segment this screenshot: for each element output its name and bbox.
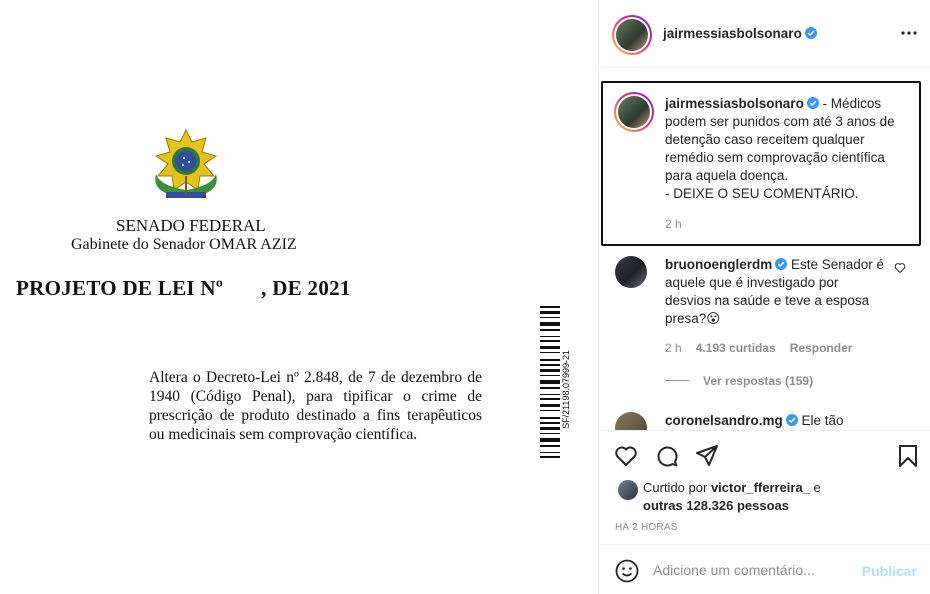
caption-username-link[interactable]: jairmessiasbolsonaro bbox=[665, 96, 804, 111]
barcode-bar bbox=[540, 311, 560, 314]
barcode-bar bbox=[540, 317, 560, 318]
barcode-bar bbox=[540, 329, 560, 331]
side-panel bbox=[598, 0, 930, 594]
like-heart-icon[interactable] bbox=[613, 443, 639, 469]
commenter-avatar[interactable] bbox=[615, 256, 647, 288]
barcode-bar bbox=[540, 340, 560, 342]
barcode-bar bbox=[540, 456, 560, 458]
document-organization: SENADO FEDERAL bbox=[116, 216, 266, 235]
comment-timestamp[interactable]: 2 h bbox=[665, 341, 682, 355]
barcode-bar bbox=[540, 427, 560, 430]
document-office: Gabinete do Senador OMAR AZIZ bbox=[71, 236, 297, 253]
surprised-emoji: 😮 bbox=[706, 311, 721, 326]
post-header bbox=[599, 0, 930, 68]
caption-call-to-action: - DEIXE O SEU COMENTÁRIO. bbox=[665, 186, 859, 201]
comment-meta bbox=[665, 341, 866, 355]
document-title-right: , DE 2021 bbox=[261, 276, 351, 300]
profile-photo bbox=[618, 96, 650, 128]
document-title bbox=[16, 276, 351, 301]
verified-badge-icon bbox=[805, 27, 817, 39]
verified-badge-icon bbox=[775, 258, 787, 270]
barcode-icon bbox=[540, 306, 560, 462]
share-paper-plane-icon[interactable] bbox=[694, 443, 720, 469]
comment bbox=[599, 412, 930, 430]
comment-body: Ele tão bbox=[797, 413, 844, 428]
post-actions bbox=[599, 430, 930, 544]
liked-by-avatar[interactable] bbox=[618, 480, 638, 500]
profile-photo bbox=[616, 19, 648, 51]
commenter-username-link[interactable]: bruonoenglerdm bbox=[665, 257, 773, 272]
barcode-bar bbox=[540, 336, 560, 337]
liked-by-text bbox=[643, 479, 913, 515]
liked-by-and: e bbox=[809, 480, 821, 495]
username: jairmessiasbolsonaro bbox=[663, 26, 802, 41]
publish-button[interactable]: Publicar bbox=[861, 563, 917, 579]
barcode-bar bbox=[540, 369, 560, 372]
emoji-smiley-icon[interactable] bbox=[615, 559, 639, 583]
coat-of-arms-icon bbox=[148, 128, 224, 202]
barcode-bar bbox=[540, 322, 560, 326]
verified-badge-icon bbox=[807, 97, 819, 109]
barcode-bar bbox=[540, 433, 560, 434]
liked-by-prefix: Curtido por bbox=[643, 480, 708, 495]
barcode-text: SF/21198.07999-21 bbox=[561, 350, 571, 429]
caption bbox=[601, 81, 921, 246]
barcode-bar bbox=[540, 445, 560, 447]
comment-bar bbox=[599, 544, 930, 594]
caption-text bbox=[665, 95, 911, 203]
comment-text bbox=[665, 256, 887, 328]
barcode-bar bbox=[540, 410, 560, 411]
barcode-bar bbox=[540, 359, 560, 361]
barcode-bar bbox=[540, 398, 560, 400]
barcode-bar bbox=[540, 422, 560, 424]
commenter-avatar[interactable] bbox=[615, 412, 647, 430]
caption-body: - Médicos podem ser punidos com até 3 anos de detenção caso receitem qualquer remédio sem comprovação científica para aquela doença. bbox=[665, 96, 895, 183]
verified-badge-icon bbox=[786, 414, 798, 426]
barcode-bar bbox=[540, 352, 560, 353]
commenter-username-link[interactable]: coronelsandro.mg bbox=[665, 413, 783, 428]
view-replies-button[interactable] bbox=[665, 374, 813, 388]
comment-text bbox=[665, 412, 887, 430]
liked-by-user-link[interactable]: victor_fferreira_ bbox=[710, 480, 810, 495]
reply-button[interactable]: Responder bbox=[789, 341, 853, 355]
header-username-link[interactable] bbox=[663, 25, 817, 43]
barcode-bar bbox=[540, 404, 560, 407]
comment-bubble-icon[interactable] bbox=[654, 443, 680, 469]
barcode-bar bbox=[540, 375, 560, 376]
barcode-bar bbox=[540, 387, 560, 389]
more-horizontal-icon[interactable] bbox=[899, 25, 919, 41]
barcode-bar bbox=[540, 364, 560, 366]
comment-likes[interactable]: 4.193 curtidas bbox=[695, 341, 776, 355]
save-bookmark-icon[interactable] bbox=[895, 443, 921, 469]
barcode-bar bbox=[540, 438, 560, 442]
caption-avatar[interactable] bbox=[614, 92, 654, 132]
post-timestamp[interactable]: HÁ 2 HORAS bbox=[615, 522, 678, 533]
barcode-bar bbox=[540, 306, 560, 308]
view-replies-label: Ver respostas (159) bbox=[703, 374, 814, 388]
document-title-left: PROJETO DE LEI Nº bbox=[16, 276, 224, 300]
barcode-bar bbox=[540, 346, 560, 349]
barcode-bar bbox=[540, 380, 560, 384]
barcode-bar bbox=[540, 417, 560, 419]
barcode-bar bbox=[540, 394, 560, 395]
header-avatar[interactable] bbox=[612, 15, 652, 55]
liked-by-others-link[interactable]: outras 128.326 pessoas bbox=[643, 498, 789, 513]
comment-input[interactable] bbox=[653, 558, 853, 582]
document-summary: Altera o Decreto-Lei nº 2.848, de 7 de dezembro de 1940 (Código Penal), para tipificar o crime de prescrição de produto destinado a fins terapêuticos ou medicinais sem comprovação científica. bbox=[149, 369, 482, 443]
barcode-bar bbox=[540, 452, 560, 453]
comment-body: Este Senador é aquele que é investigado por desvios na saúde e teve a esposa presa? bbox=[665, 257, 885, 326]
caption-timestamp[interactable]: 2 h bbox=[665, 217, 682, 231]
like-comment-heart-icon[interactable] bbox=[894, 262, 906, 274]
